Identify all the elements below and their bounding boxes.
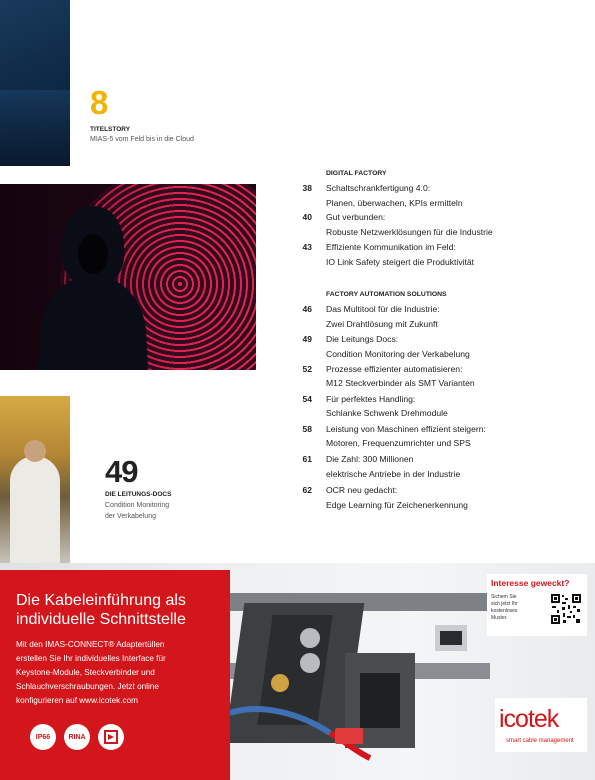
cover-photo-thumbnail [0,0,70,166]
toc-entry-subtitle: elektrische Antriebe in der Industrie [326,469,461,479]
toc-page-number[interactable]: 49 [302,334,312,344]
feature-2-page-number: 49 [105,454,138,489]
feature-2-kicker: DIE LEITUNGS-DOCS [105,491,172,498]
toc-entry-subtitle: Zwei Drahtlösung mit Zukunft [326,319,438,329]
icotek-tagline: smart cable management [506,738,574,744]
toc-page-number[interactable]: 61 [302,454,312,464]
qr-code-icon[interactable] [551,594,581,624]
toc-page-number[interactable]: 40 [302,212,312,222]
toc-entry-title[interactable]: Die Zahl: 300 Millionen [326,454,414,464]
toc-page-number[interactable]: 38 [302,183,312,193]
hooded-figure-photo [0,184,256,370]
ad-body-line: Schlauchverschraubungen. Jetzt online [16,682,159,691]
ad-body-line: Keystone-Module, Steckverbinder und [16,668,155,677]
feature-page-number: 8 [90,84,108,121]
ad-body-line: erstellen Sie Ihr individuelles Interface für [16,654,166,663]
toc-entry-subtitle: Condition Monitoring der Verkabelung [326,349,470,359]
worker-photo [0,396,70,564]
toc-entry-subtitle: Motoren, Frequenzumrichter und SPS [326,438,471,448]
toc-entry-title[interactable]: Effiziente Kommunikation im Feld: [326,242,456,252]
toc-entry-subtitle: IO Link Safety steigert die Produktivität [326,257,475,267]
toc-page-number[interactable]: 54 [302,394,312,404]
toc-entry-title[interactable]: Die Leitungs Docs: [326,334,399,344]
interest-text-line: sich jetzt Ihr [491,601,518,607]
interest-text-line: Sichern Sie [491,594,517,600]
ip66-certification-icon: IP66 [30,724,56,750]
feature-2-subtitle-line-2: der Verkabelung [105,513,156,520]
toc-entry-title[interactable]: Leistung von Maschinen effizient steigern: [326,424,486,434]
feature-kicker: TITELSTORY [90,126,131,133]
approval-certification-icon [98,724,124,750]
hooded-figure-silhouette [38,198,148,370]
rina-certification-icon: RINA [64,724,90,750]
feature-2-subtitle-line-1: Condition Monitoring [105,502,170,509]
toc-entry-subtitle: Edge Learning für Zeichenerkennung [326,500,468,510]
toc-page-number[interactable]: 58 [302,424,312,434]
interest-title: Interesse geweckt? [491,578,570,588]
toc-entry-title[interactable]: Gut verbunden: [326,212,386,222]
toc-entry-subtitle: Planen, überwachen, KPIs ermitteln [326,198,463,208]
interest-text-line: kostenloses [491,608,518,614]
toc-entry-title[interactable]: Schaltschrankfertigung 4.0: [326,183,431,193]
toc-page-number[interactable]: 46 [302,304,312,314]
toc-page-number[interactable]: 43 [302,242,312,252]
toc-page-number[interactable]: 52 [302,364,312,374]
ad-headline-line-2: individuelle Schnittstelle [16,611,186,628]
toc-entry-title[interactable]: Prozesse effizienter automatisieren: [326,364,463,374]
ad-headline-line-1: Die Kabeleinführung als [16,592,186,609]
toc-entry-subtitle: Robuste Netzwerklösungen für die Industrie [326,227,493,237]
toc-entry-subtitle: M12 Steckverbinder als SMT Varianten [326,378,475,388]
section-heading: FACTORY AUTOMATION SOLUTIONS [326,291,447,298]
feature-subtitle: MIAS-5 vom Feld bis in die Cloud [90,136,194,143]
interest-text-line: Muster. [491,615,508,621]
toc-entry-title[interactable]: Das Multitool für die Industrie: [326,304,440,314]
icotek-logo: icotek [499,705,559,733]
section-heading: DIGITAL FACTORY [326,170,387,177]
ad-body-line: Mit den IMAS-CONNECT® Adaptertüllen [16,640,165,649]
toc-entry-title[interactable]: Für perfektes Handling: [326,394,416,404]
toc-entry-subtitle: Schlanke Schwenk Drehmodule [326,408,448,418]
ad-body-line: konfigurieren auf www.icotek.com [16,696,138,705]
toc-page-number[interactable]: 62 [302,485,312,495]
toc-entry-title[interactable]: OCR neu gedacht: [326,485,398,495]
